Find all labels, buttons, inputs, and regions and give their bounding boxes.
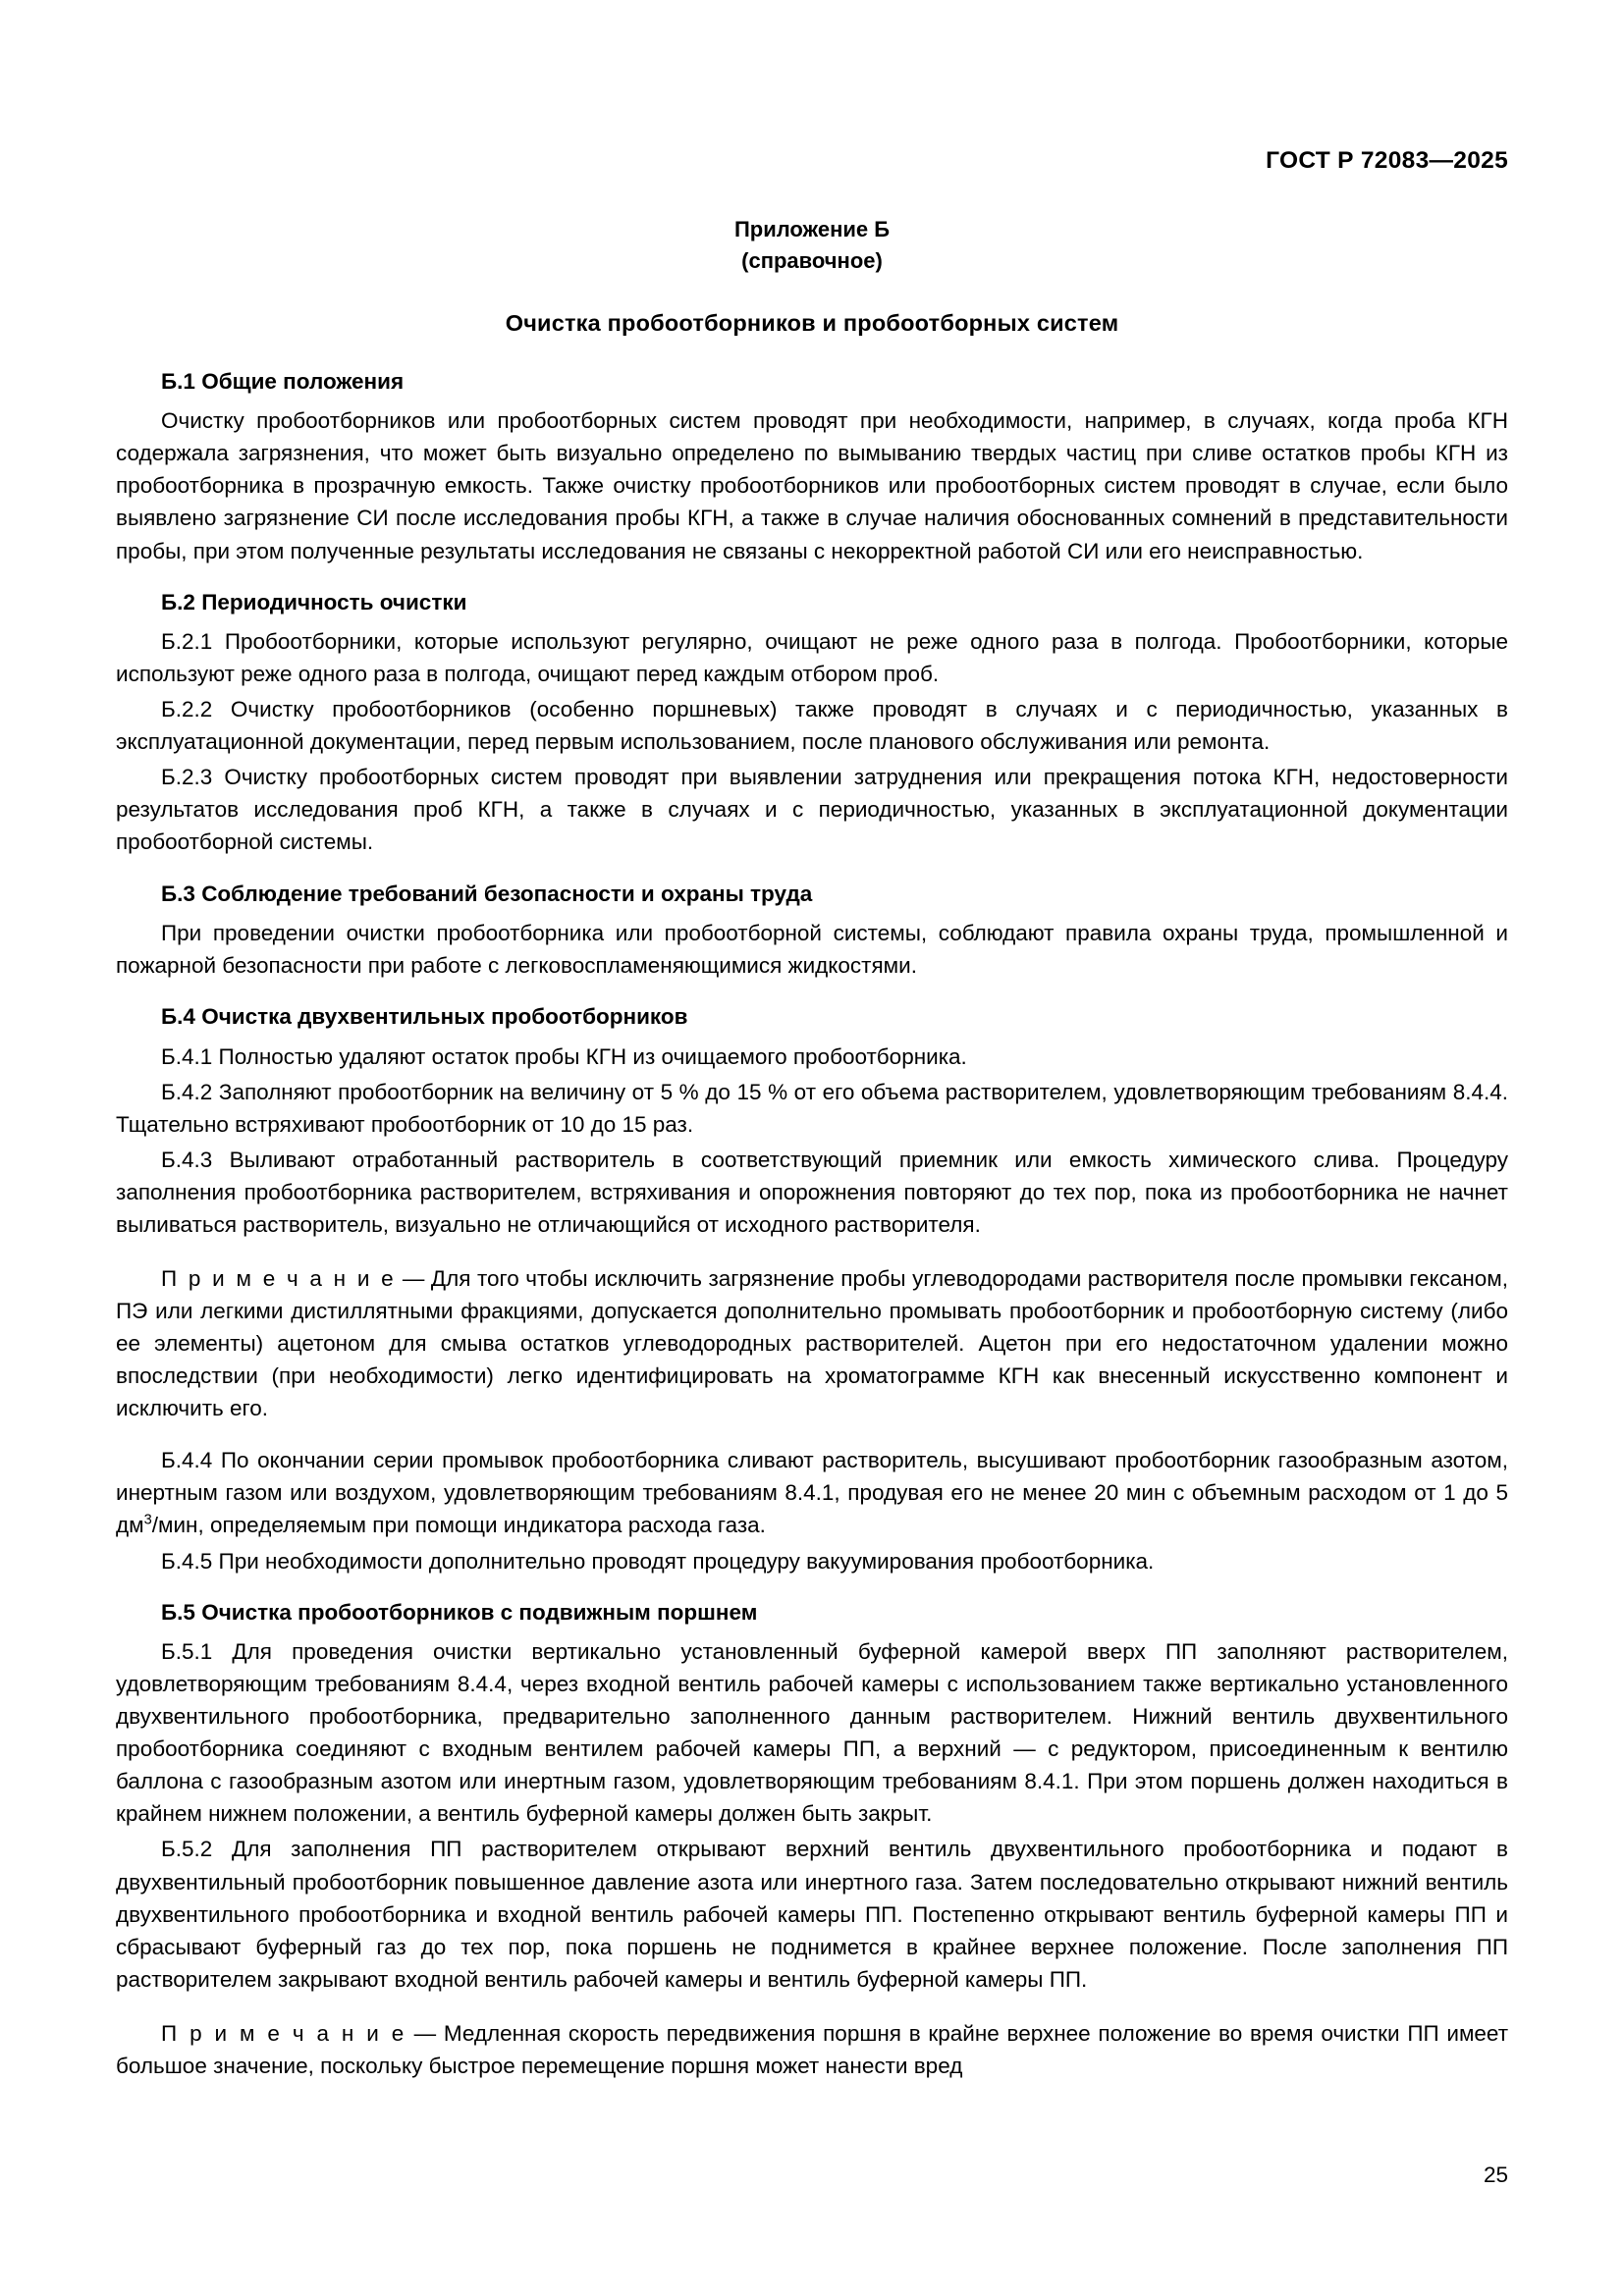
appendix-type: (справочное) (741, 247, 883, 273)
section-b4-paragraph-4: Б.4.4 По окончании серии промывок пробоотборника сливают растворитель, высушивают пробоотборник газообразным азотом, инертным газом или воздухом, удовлетворяющим требованиям 8.4.1, продувая его не менее 20 мин с объемным расходом от 1 до 5 $дм^3$/мин, определяемым при помощи индикатора расхода газа. (116, 1448, 1508, 1538)
note-text-b4: — Для того чтобы исключить загрязнение пробы углеводородами растворителя после промывки гексаном, ПЭ или легкими дистиллятными фракциями, допускается дополнительно промывать пробоотборник и пробоотборную систему (либо ее элементы) ацетоном для смыва остатков углеводородных растворителей. Ацетон при его недостаточном удалении можно впоследствии (при необходимости) легко идентифицировать на хроматограмме КГН как внесенный искусственно компонент и исключить его. (116, 1266, 1508, 1421)
section-b4-paragraph-1: Б.4.1 Полностью удаляют остаток пробы КГН из очищаемого пробоотборника. (161, 1043, 967, 1069)
page-header-standard-id: ГОСТ Р 72083—2025 (1266, 147, 1508, 174)
section-b2-paragraph-3: Б.2.3 Очистку пробоотборных систем проводят при выявлении затруднения или прекращения потока КГН, недостоверности результатов исследования проб КГН, а также в случаях и с периодичностью, указанных в эксплуатационной документации пробоотборной системы. (116, 765, 1508, 855)
section-heading-b3: Б.3 Соблюдение требований безопасности и охраны труда (161, 881, 813, 906)
section-b4-paragraph-3: Б.4.3 Выливают отработанный растворитель в соответствующий приемник или емкость химического слива. Процедуру заполнения пробоотборника растворителем, встряхивания и опорожнения повторяют до тех пор, пока из пробоотборника не начнет выливаться растворитель, визуально не отличающийся от исходного растворителя. (116, 1147, 1508, 1237)
appendix-title: Очистка пробоотборников и пробоотборных систем (505, 309, 1119, 336)
section-b4-paragraph-5: Б.4.5 При необходимости дополнительно проводят процедуру вакуумирования пробоотборника. (161, 1548, 1155, 1574)
section-b2-paragraph-1: Б.2.1 Пробоотборники, которые используют регулярно, очищают не реже одного раза в полгода. Пробоотборники, которые используют реже одного раза в полгода, очищают перед каждым отбором проб. (116, 629, 1508, 687)
note-text-b5: — Медленная скорость передвижения поршня в крайне верхнее положение во время очистки ПП имеет большое значение, поскольку быстрое перемещение поршня может нанести вред (116, 2020, 1509, 2078)
section-b1-paragraph-1: Очистку пробоотборников или пробоотборных систем проводят при необходимости, например, в случаях, когда проба КГН содержала загрязнения, что может быть визуально определено по вымыванию твердых частиц при сливе остатков пробы КГН из пробоотборника в прозрачную емкость. Также очистку пробоотборников или пробоотборных систем проводят в случае, если было выявлено загрязнение СИ после исследования пробы КГН, а также в случае наличия обоснованных сомнений в представительности пробы, при этом полученные результаты исследования не связаны с некорректной работой СИ или его неисправностью. (116, 408, 1508, 563)
section-b5-paragraph-1: Б.5.1 Для проведения очистки вертикально установленный буферной камерой вверх ПП заполняют растворителем, удовлетворяющим требованиям 8.4.4, через входной вентиль рабочей камеры с использованием также вертикально установленного двухвентильного пробоотборника, предварительно заполненного данным растворителем. Нижний вентиль двухвентильного пробоотборника соединяют с входным вентилем рабочей камеры ПП, а верхний — с редуктором, присоединенным к вентилю баллона с газообразным азотом или инертным газом, удовлетворяющим требованиям 8.4.1. При этом поршень должен находиться в крайнем нижнем положении, а вентиль буферной камеры должен быть закрыт. (116, 1639, 1508, 1827)
section-heading-b1: Б.1 Общие положения (161, 368, 405, 394)
section-b5-paragraph-2: Б.5.2 Для заполнения ПП растворителем открывают верхний вентиль двухвентильного пробоотборника и подают в двухвентильный пробоотборник повышенное давление азота или инертного газа. Затем последовательно открывают нижний вентиль двухвентильного пробоотборника и входной вентиль рабочей камеры ПП. Постепенно открывают вентиль буферной камеры ПП и сбрасывают буферный газ до тех пор, пока поршень не поднимется в крайнее верхнее положение. После заполнения ПП растворителем закрывают входной вентиль рабочей камеры и вентиль буферной камеры ПП. (116, 1837, 1508, 1992)
note-label-b4: П р и м е ч а н и е (161, 1266, 397, 1292)
section-b4-paragraph-2: Б.4.2 Заполняют пробоотборник на величину от 5 % до 15 % от его объема растворителем, удовлетворяющим требованиям 8.4.4. Тщательно встряхивают пробоотборник от 10 до 15 раз. (116, 1079, 1508, 1137)
section-b2-paragraph-2: Б.2.2 Очистку пробоотборников (особенно поршневых) также проводят в случаях и с периодичностью, указанных в эксплуатационной документации, перед первым использованием, после планового обслуживания или ремонта. (116, 697, 1508, 755)
section-b3-paragraph-1: При проведении очистки пробоотборника или пробоотборной системы, соблюдают правила охраны труда, промышленной и пожарной безопасности при работе с легковоспламеняющимися жидкостями. (116, 921, 1508, 979)
appendix-label: Приложение Б (733, 217, 891, 241)
page-content (116, 214, 1508, 2102)
section-heading-b4: Б.4 Очистка двухвентильных пробоотборников (161, 1004, 688, 1030)
section-heading-b2: Б.2 Периодичность очистки (161, 589, 467, 614)
note-label-b5: П р и м е ч а н и е (161, 2020, 406, 2046)
section-heading-b5: Б.5 Очистка пробоотборников с подвижным поршнем (161, 1599, 758, 1625)
page-number: 25 (1483, 2163, 1508, 2187)
section-b4-note (116, 1262, 1508, 1424)
section-b5-note (116, 2017, 1508, 2082)
